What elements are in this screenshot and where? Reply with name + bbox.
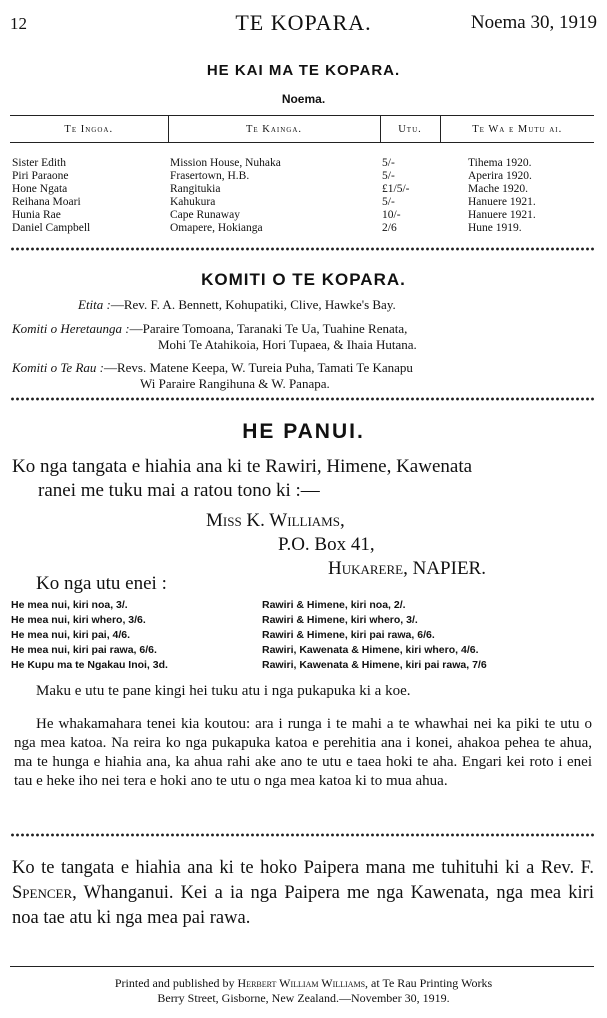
imprint-line-1: Printed and published by Herbert William Williams, at Te Rau Printing Works — [114, 976, 493, 990]
subscriber-payment: £1/5/- — [382, 183, 410, 195]
price-item: He mea nui, kiri pai, 4/6. — [11, 629, 131, 641]
price-list-right — [262, 598, 487, 673]
issue-date: Noema 30, 1919 — [470, 12, 597, 33]
star-divider — [10, 246, 594, 252]
address-line-1: Miss K. Williams, — [206, 510, 345, 531]
price-item: Rawiri & Himene, kiri whero, 3/. — [262, 614, 418, 626]
price-item: He mea nui, kiri pai rawa, 6/6. — [11, 644, 157, 656]
subscriber-payment: 2/6 — [382, 222, 397, 234]
prices-intro: Ko nga utu enei : — [36, 573, 167, 594]
subscriber-name: Hone Ngata — [12, 183, 68, 195]
table-row — [10, 209, 594, 222]
table-row — [10, 170, 594, 183]
price-item: Rawiri, Kawenata & Himene, kiri pai rawa, 7/6 — [262, 659, 487, 671]
heretaunga-line — [12, 321, 407, 337]
table-header-row — [10, 116, 594, 143]
running-head — [10, 6, 597, 36]
heretaunga-members-2: Mohi Te Atahikoia, Hori Tupaea, & Ihaia Hutana. — [158, 337, 417, 352]
subscriber-name: Daniel Campbell — [12, 222, 91, 234]
subscriber-name: Piri Paraone — [12, 170, 69, 182]
subscriber-place: Cape Runaway — [170, 209, 240, 221]
contact-name: Spencer — [12, 883, 73, 903]
editor-label: Etita : — [78, 297, 111, 312]
subscriber-name: Hunia Rae — [12, 209, 61, 221]
imprint-line-2: Berry Street, Gisborne, New Zealand.—November 30, 1919. — [157, 991, 450, 1005]
price-list-left — [11, 598, 168, 673]
subscriptions-table — [10, 115, 594, 235]
subscriber-place: Kahukura — [170, 196, 216, 208]
committee-title: KOMITI O TE KOPARA. — [201, 270, 406, 289]
subscriber-name: Sister Edith — [12, 157, 66, 169]
terau-members-1: —Revs. Matene Keepa, W. Tureia Puha, Tamati Te Kanapu — [103, 360, 413, 375]
table-row — [10, 143, 594, 171]
page-number: 12 — [10, 14, 27, 33]
price-item: Rawiri & Himene, kiri pai rawa, 6/6. — [262, 629, 435, 641]
heretaunga-members-1: —Paraire Tomoana, Taranaki Te Ua, Tuahine Renata, — [129, 321, 408, 336]
notice-intro-1: Ko nga tangata e hiahia ana ki te Rawiri, Himene, Kawenata — [12, 456, 473, 477]
price-item: He mea nui, kiri whero, 3/6. — [11, 614, 146, 626]
printer-name: Herbert William Williams — [237, 976, 366, 990]
price-item: He mea nui, kiri noa, 3/. — [11, 599, 128, 611]
editor-text: —Rev. F. A. Bennett, Kohupatiki, Clive, Hawke's Bay. — [110, 297, 396, 312]
table-row — [10, 222, 594, 235]
subscriber-expiry: Hune 1919. — [468, 222, 522, 234]
column-header-expiry: Te Wa e Mutu ai. — [440, 116, 594, 143]
terau-members-2: Wi Paraire Rangihuna & W. Panapa. — [140, 376, 330, 391]
column-header-place: Te Kainga. — [168, 116, 380, 143]
price-item: Rawiri, Kawenata & Himene, kiri whero, 4/6. — [262, 644, 479, 656]
subscriber-payment: 10/- — [382, 209, 401, 221]
subscriber-place: Frasertown, H.B. — [170, 170, 250, 182]
address-city: NAPIER. — [412, 558, 486, 579]
subscriber-name: Reihana Moari — [12, 196, 81, 208]
price-item: Rawiri & Himene, kiri noa, 2/. — [262, 599, 406, 611]
terau-line — [12, 360, 413, 376]
subscriber-expiry: Aperira 1920. — [468, 170, 532, 182]
price-item: He Kupu ma te Ngakau Inoi, 3d. — [11, 659, 168, 671]
footer-rule — [10, 966, 594, 967]
subscriber-place: Omapere, Hokianga — [170, 222, 263, 234]
subscriptions-title: HE KAI MA TE KOPARA. — [206, 62, 401, 79]
bible-notice: Ko te tangata e hiahia ana ki te hoko Paipera mana me tuhituhi ki a Rev. F. Spencer, Whanganui. Kei a ia nga Paipera me nga Kawenata, nga mea kiri noa tae atu ki nga mea pai rawa. — [12, 858, 594, 928]
terau-label: Komiti o Te Rau : — [12, 360, 104, 375]
notice-intro-2: ranei me tuku mai a ratou tono ki :— — [38, 480, 320, 501]
subscriber-payment: 5/- — [382, 157, 395, 169]
star-divider — [10, 832, 594, 838]
subscriber-payment: 5/- — [382, 170, 395, 182]
stamps-note: Maku e utu te pane kingi hei tuku atu i nga pukapuka ki a koe. — [36, 683, 411, 699]
subscriber-expiry: Mache 1920. — [468, 183, 529, 195]
editor-line — [78, 297, 396, 313]
subscriber-place: Mission House, Nuhaka — [170, 157, 281, 169]
subscriber-expiry: Hanuere 1921. — [468, 209, 536, 221]
subscriber-expiry: Hanuere 1921. — [468, 196, 536, 208]
price-rise-reminder: He whakamahara tenei kia koutou: ara i runga i te mahi a te whawhai nei ka piki te utu o nga mea katoa. Na reira ko nga pukapuka katoa e perehitia ana i konei, ahakoa pehea te ahua, ma te hunga e hiahia ana, ka ahua rahi ake ano te utu e taea hoki te aha. Engari kei roto i enei tau e heke iho nei tera e hoki ano te utu o nga mea katoa ki to mua ahua. — [14, 716, 592, 789]
address-school: Hukarere, — [328, 558, 408, 579]
publication-title: TE KOPARA. — [235, 10, 372, 35]
address-line-2: P.O. Box 41, — [278, 534, 375, 555]
notice-title: HE PANUI. — [242, 420, 365, 443]
subscriber-payment: 5/- — [382, 196, 395, 208]
imprint — [0, 976, 607, 1006]
subscriber-place: Rangitukia — [170, 183, 221, 195]
subscriptions-month: Noema. — [281, 92, 326, 106]
table-row — [10, 196, 594, 209]
subscriber-expiry: Tihema 1920. — [468, 157, 532, 169]
star-divider — [10, 396, 594, 402]
table-row — [10, 183, 594, 196]
heretaunga-label: Komiti o Heretaunga : — [12, 321, 130, 336]
column-header-name: Te Ingoa. — [10, 116, 168, 143]
address-line-3 — [328, 558, 486, 580]
column-header-payment: Utu. — [380, 116, 440, 143]
